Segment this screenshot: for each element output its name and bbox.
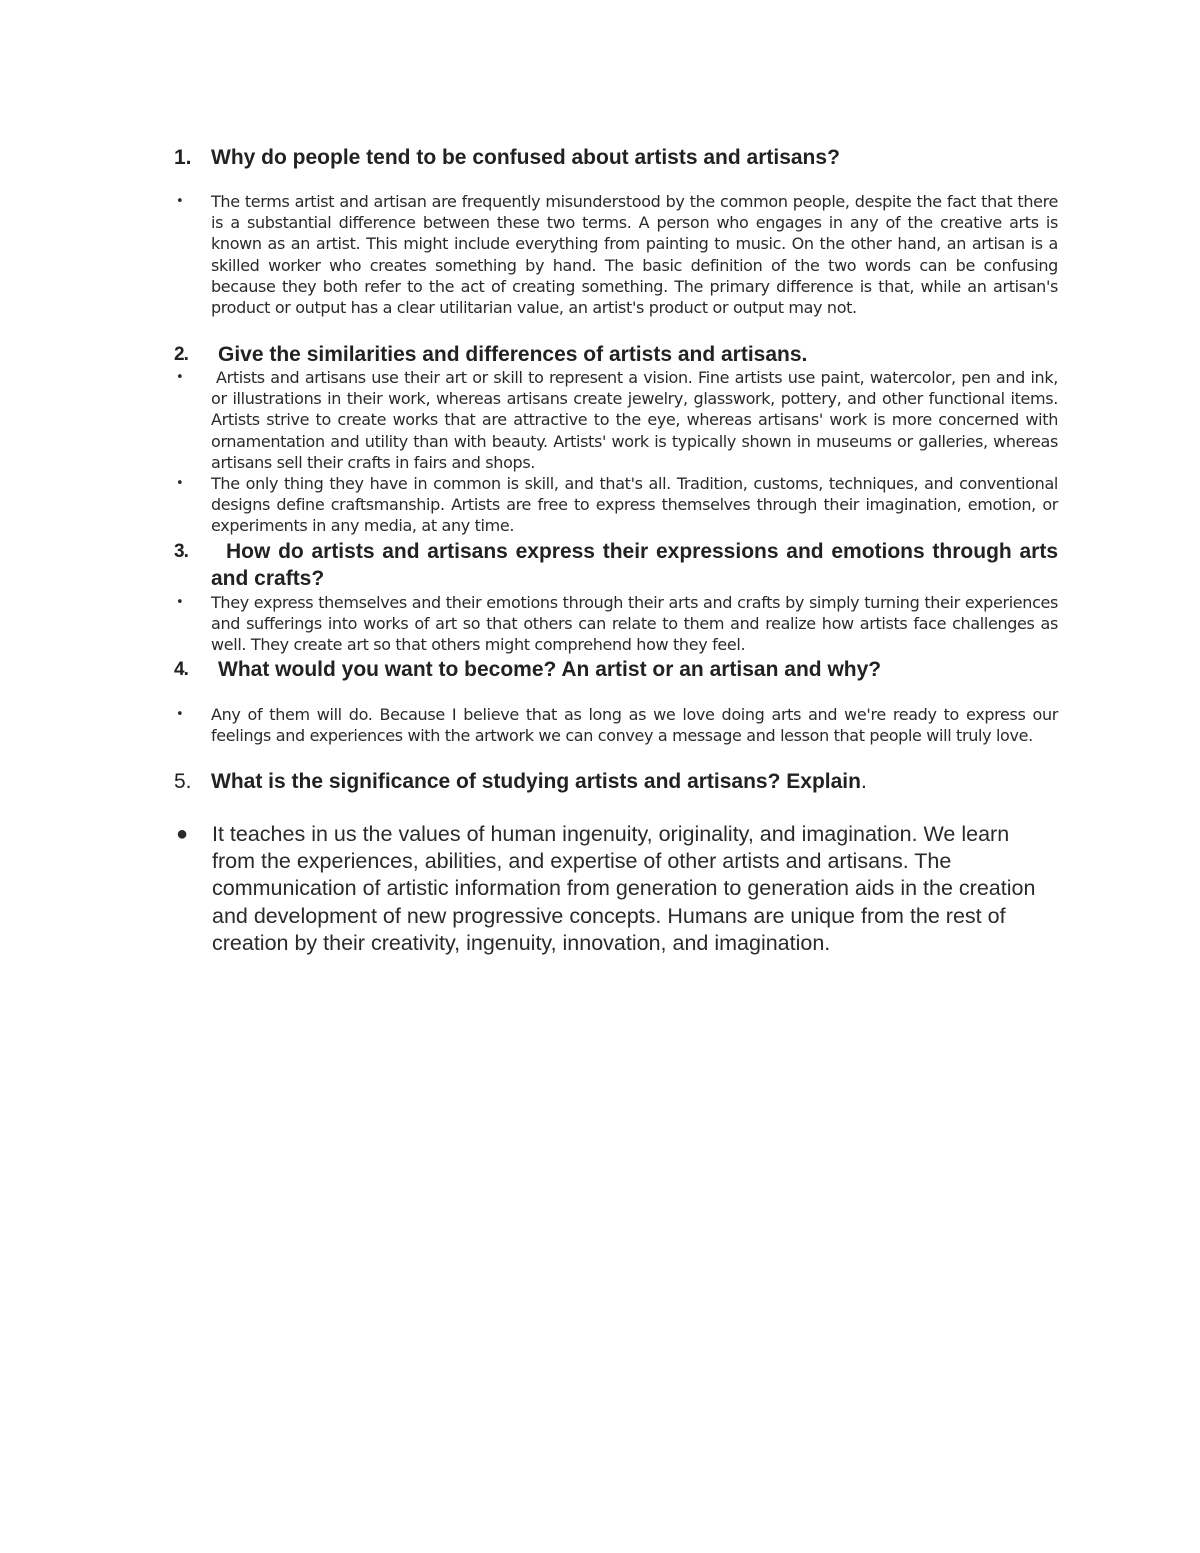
answer-1-1-text: The terms artist and artisan are frequently misunderstood by the common people, despite the fact that there is a substantial difference between these two terms. A person who engages in any of the creative arts is known as an artist. This might include everything from painting to music. On the other hand, an artisan is a skilled worker who creates something by hand. The basic definition of the two words can be confusing because they both refer to the act of creating something. The primary difference is that, while an artisan's product or output has a clear utilitarian value, an artist's product or output may not. <box>211 192 1058 318</box>
answer-2-2 <box>174 473 1058 537</box>
answer-3-1-text: They express themselves and their emotions through their arts and crafts by simply turning their experiences and sufferings into works of art so that others can relate to them and realize how artists face challenges as well. They create art so that others might comprehend how they feel. <box>211 593 1058 655</box>
answer-2-2-text: The only thing they have in common is skill, and that's all. Tradition, customs, techniques, and conventional designs define craftsmanship. Artists are free to express themselves through their imagination, emotion, or experiments in any media, at any time. <box>211 474 1058 536</box>
question-5-text: What is the significance of studying artists and artisans? Explain <box>211 770 861 793</box>
bullet-icon: • <box>176 595 184 610</box>
question-2-number: 2. <box>174 344 188 365</box>
question-3-number: 3. <box>174 541 188 562</box>
question-2-text: Give the similarities and differences of artists and artisans. <box>218 343 808 366</box>
question-4-number: 4. <box>174 659 188 680</box>
question-1-text: Why do people tend to be confused about artists and artisans? <box>211 146 840 169</box>
answer-1-1 <box>174 191 1058 318</box>
question-4-text: What would you want to become? An artist or an artisan and why? <box>218 658 882 681</box>
bullet-icon: • <box>176 707 184 722</box>
answer-2-1-text: Artists and artisans use their art or skill to represent a vision. Fine artists use paint, watercolor, pen and ink, or illustrations in their work, whereas artisans create jewelry, glasswork, pottery, and other functional items. Artists strive to create works that are attractive to the eye, whereas artisans' work is more concerned with ornamentation and utility than with beauty. Artists' work is typically shown in museums or galleries, whereas artisans sell their crafts in fairs and shops. <box>211 368 1058 472</box>
question-4 <box>174 656 1058 683</box>
question-5-number: 5. <box>174 770 192 793</box>
question-3 <box>174 538 1058 592</box>
answer-4-1 <box>174 704 1058 746</box>
answer-5-1-text: It teaches in us the values of human ingenuity, originality, and imagination. We learn from the experiences, abilities, and expertise of other artists and artisans. The communication of artistic information from generation to generation aids in the creation and development of new progressive concepts. Humans are unique from the rest of creation by their creativity, ingenuity, innovation, and imagination. <box>212 822 1036 955</box>
question-5 <box>174 768 1058 795</box>
question-3-text: How do artists and artisans express their expressions and emotions through arts and crafts? <box>211 540 1058 590</box>
answer-5-1 <box>174 821 1058 957</box>
bullet-icon: • <box>176 476 184 491</box>
bullet-icon: • <box>176 370 184 385</box>
question-5-trailing-period: . <box>860 770 867 793</box>
answer-4-1-text: Any of them will do. Because I believe that as long as we love doing arts and we're ready to express our feelings and experiences with the artwork we can convey a message and lesson that people will truly love. <box>211 705 1058 746</box>
answer-2-1 <box>174 367 1058 473</box>
answer-3-1 <box>174 592 1058 656</box>
question-1 <box>174 144 1058 171</box>
question-1-number: 1. <box>174 146 192 169</box>
question-2 <box>174 341 1058 368</box>
bullet-icon: ● <box>176 823 189 845</box>
bullet-icon: • <box>176 194 184 209</box>
